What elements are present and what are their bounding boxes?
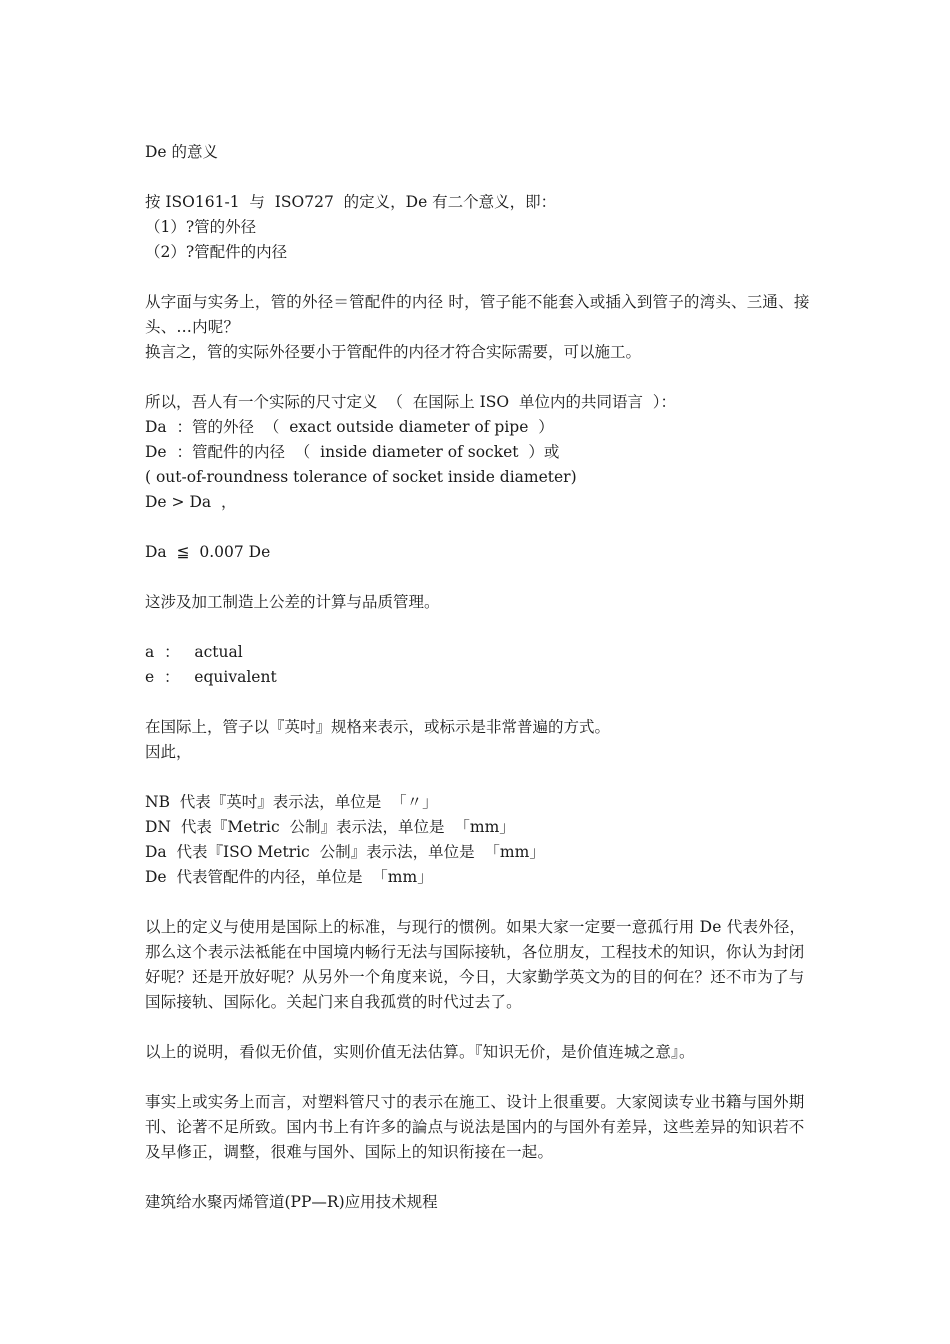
practice-paragraph: 从字面与实务上，管的外径＝管配件的内径 时，管子能不能套入或插入到管子的湾头、三通、接头、…内呢？ xyxy=(145,293,810,336)
inch-therefore: 因此， xyxy=(145,743,192,761)
tolerance-note: 这涉及加工制造上公差的计算与品质管理。 xyxy=(145,593,440,611)
de-unit-definition: De 代表管配件的内径，单位是 「mm」 xyxy=(145,868,433,886)
practice-conclusion: 换言之，管的实际外径要小于管配件的内径才符合实际需要，可以施工。 xyxy=(145,343,642,361)
a-meaning: a ： actual xyxy=(145,643,243,661)
iso-intro: 所以，吾人有一个实际的尺寸定义 （ 在国际上 ISO 单位内的共同语言 ）： xyxy=(145,393,677,411)
da-unit-definition: Da 代表『ISO Metric 公制』表示法，单位是 「mm」 xyxy=(145,843,545,861)
document-title: De 的意义 xyxy=(145,143,219,161)
value-paragraph: 以上的说明，看似无价值，实则价值无法估算。『知识无价，是价值连城之意』。 xyxy=(145,1043,695,1061)
dn-definition: DN 代表『Metric 公制』表示法，单位是 「mm」 xyxy=(145,818,515,836)
standard-paragraph: 以上的定义与使用是国际上的标准，与现行的惯例。如果大家一定要一意孤行用 De 代表外径，那么这个表示法袛能在中国境内畅行无法与国际接轨，各位朋友，工程技术的知识，你认为封闭好呢？还是开放好呢？从另外一个角度来说，今日，大家勤学英文为的目的何在？还不市为了与国际接轨、国际化。关起门来自我孤赏的时代过去了。 xyxy=(145,918,806,1011)
comparison: De > Da ， xyxy=(145,493,237,511)
document-body xyxy=(145,140,810,1215)
e-meaning: e ： equivalent xyxy=(145,668,277,686)
fact-paragraph: 事实上或实务上而言，对塑料管尺寸的表示在施工、设计上很重要。大家阅读专业书籍与国外期刊、论著不足所致。国内书上有许多的論点与说法是国内的与国外有差异，这些差异的知识若不及早修正，调整，很难与国外、国际上的知识衔接在一起。 xyxy=(145,1093,805,1161)
definition-item-2: （2）?管配件的内径 xyxy=(145,243,288,261)
de-definition: De ：管配件的内径 （ inside diameter of socket ）或 xyxy=(145,443,560,461)
nb-definition: NB 代表『英吋』表示法，单位是 「〃」 xyxy=(145,793,438,811)
da-definition: Da ：管的外径 （ exact outside diameter of pipe ） xyxy=(145,418,554,436)
inch-statement: 在国际上，管子以『英吋』规格来表示，或标示是非常普遍的方式。 xyxy=(145,718,611,736)
tolerance-definition: ( out-of-roundness tolerance of socket inside diameter) xyxy=(145,468,577,486)
footer-title: 建筑给水聚丙烯管道(PP—R)应用技术规程 xyxy=(145,1193,438,1211)
formula: Da ≦ 0.007 De xyxy=(145,543,271,561)
definition-item-1: （1）?管的外径 xyxy=(145,218,257,236)
definition-intro: 按 ISO161-1 与 ISO727 的定义，De 有二个意义，即： xyxy=(145,193,557,211)
